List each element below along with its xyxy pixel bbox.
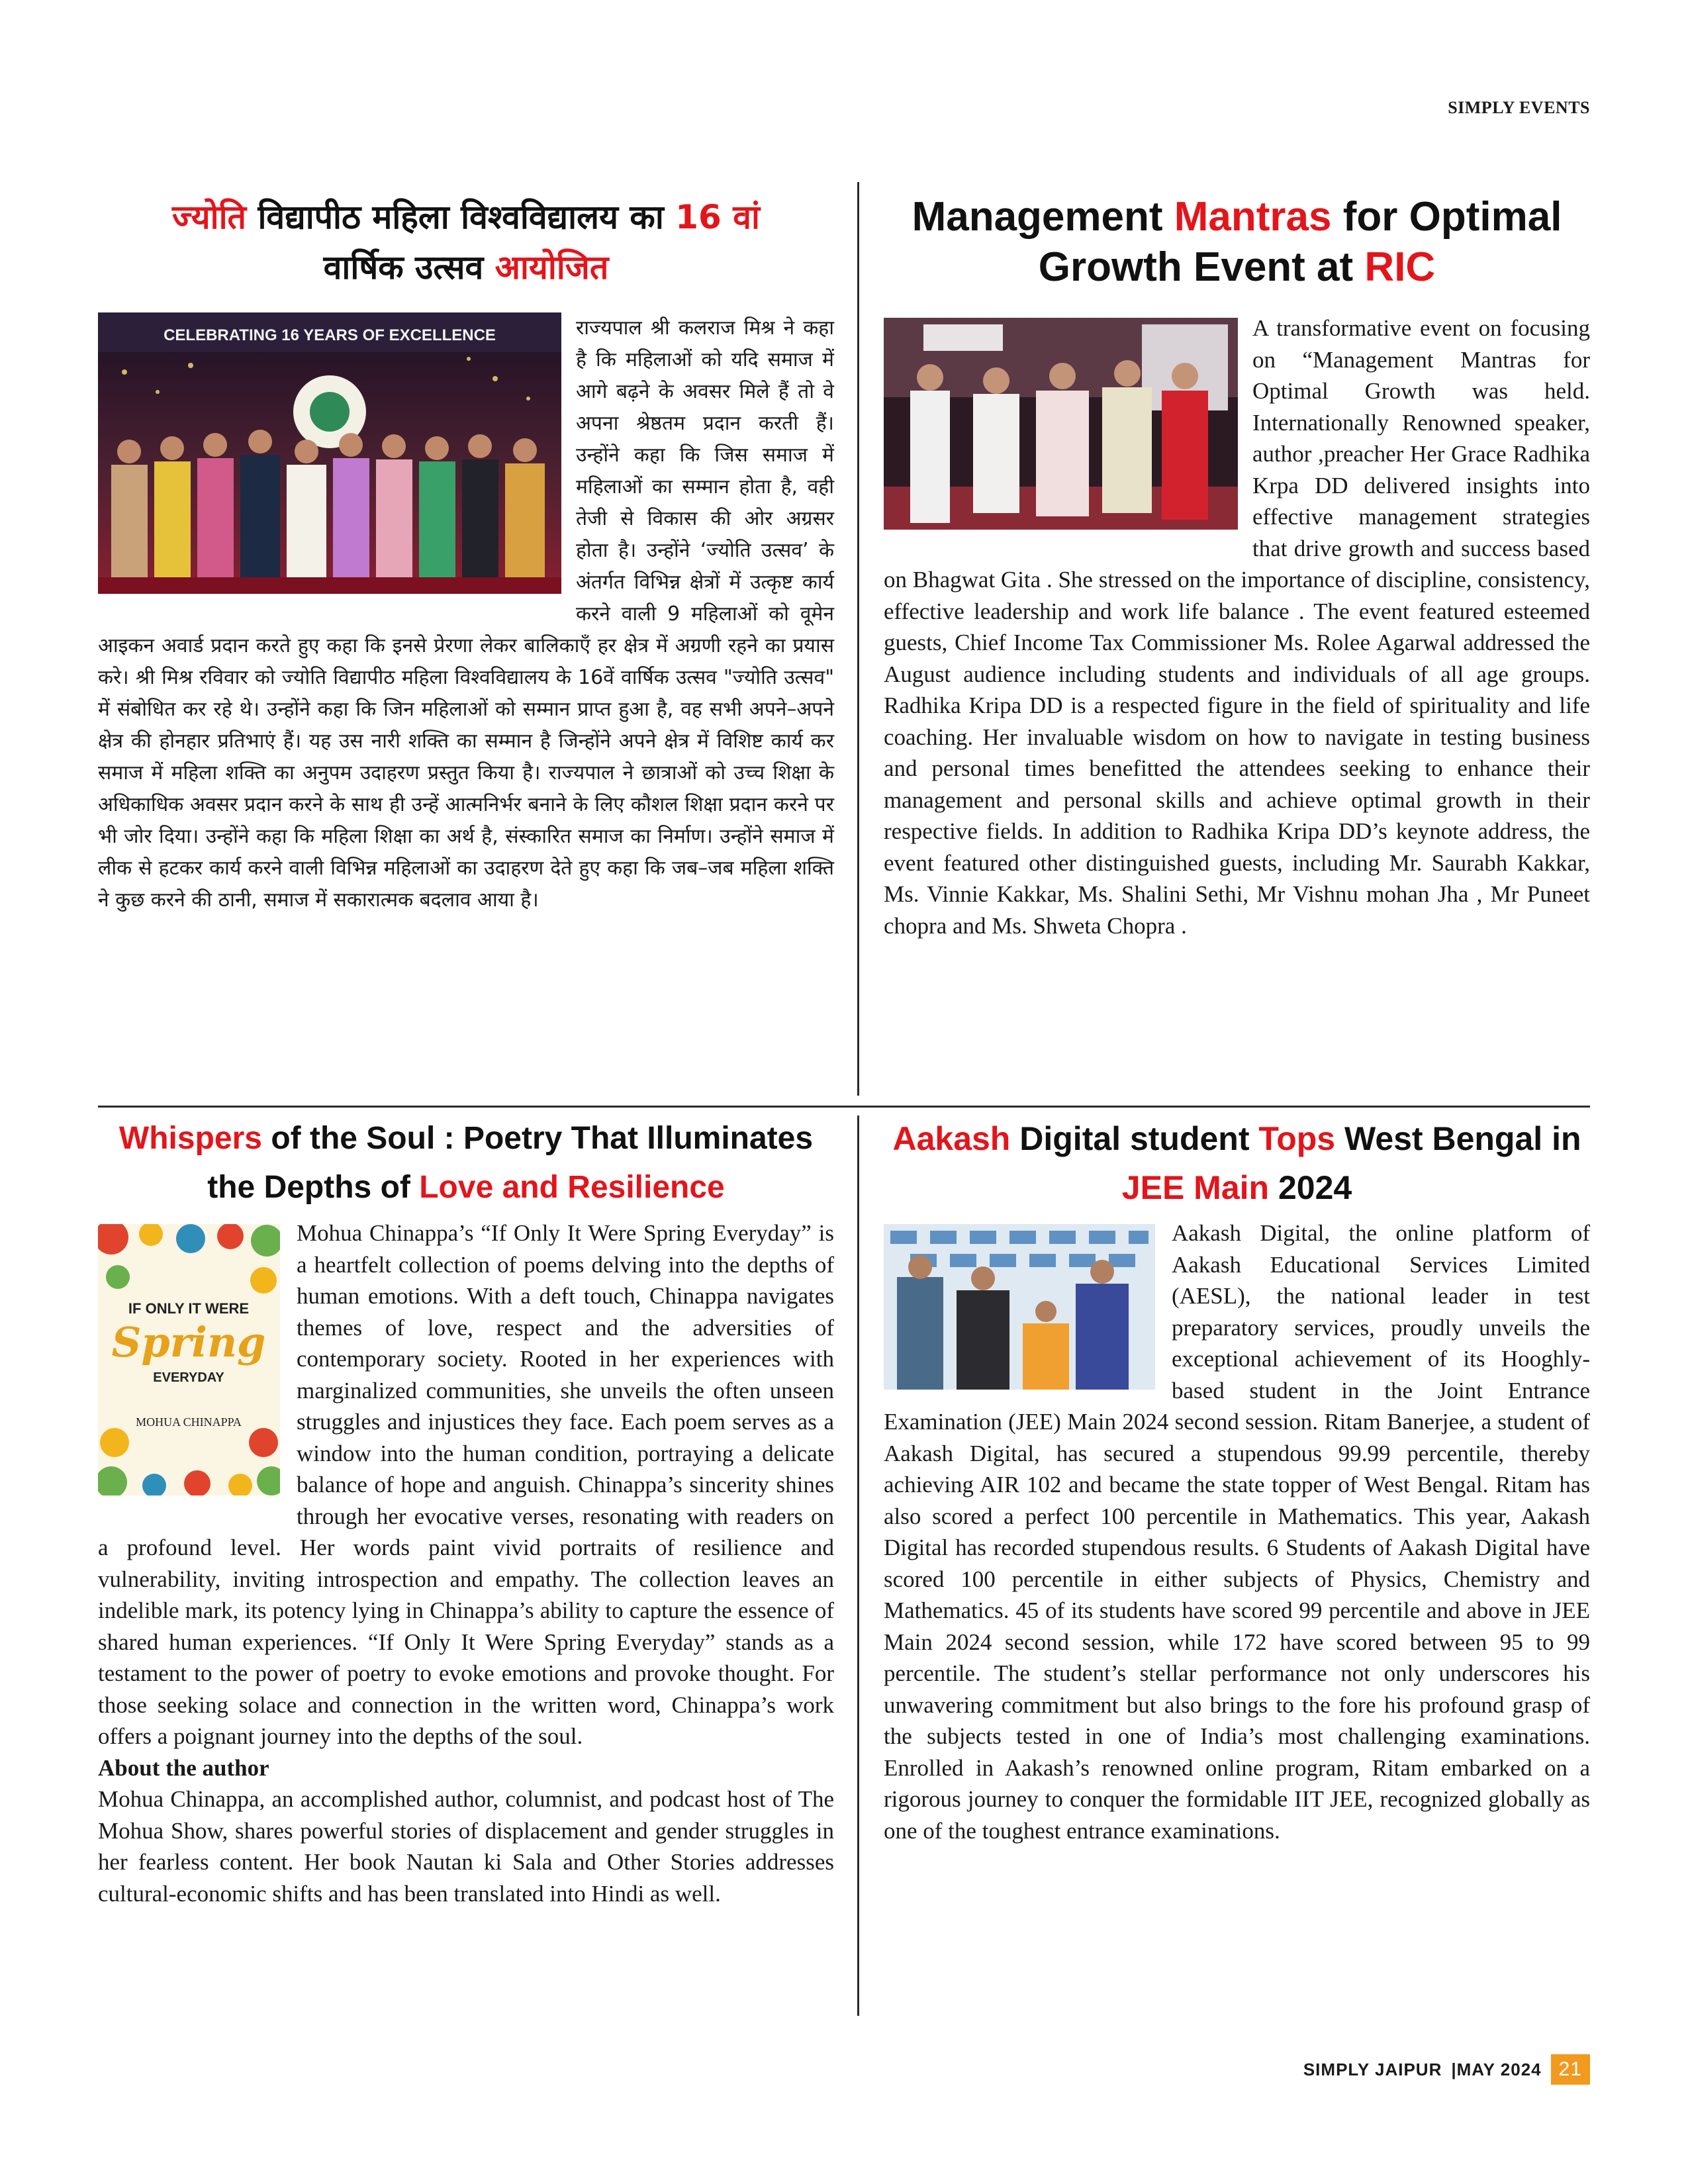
row-divider bbox=[98, 1106, 1590, 1108]
article-poetry bbox=[98, 1114, 834, 1909]
banner-text: CELEBRATING 16 YEARS OF EXCELLENCE bbox=[164, 326, 496, 344]
article-management-body: A transformative event on focusing on “Management Mantras for Optimal Growth was held. Internationally Renowned speaker, author ,preacher Her Grace Radhika Krpa DD delivered insights into effective management strategies that drive growth and success based on Bhagwat Gita . She stressed on the importance of discipline, consistency, effective leadership and work life balance . The event featured esteemed guests, Chief Income Tax Commissioner Ms. Rolee Agarwal addressed the August audience including students and individuals of all age groups. Radhika Kripa DD is a respected figure in the field of spirituality and life coaching. Her invaluable wisdom on how to navigate in testing business and personal times benefitted the attendees seeking to enhance their management and personal skills and achieve optimal growth in their respective fields. In addition to Radhika Kripa DD’s keynote address, the event featured other distinguished guests, including Mr. Saurabh Kakkar, Ms. Vinnie Kakkar, Ms. Shalini Sethi, Mr Vishnu mohan Jha , Mr Puneet chopra and Ms. Shweta Chopra . bbox=[884, 315, 1590, 939]
event-speakers-photo bbox=[884, 318, 1238, 530]
publication-name: SIMPLY JAIPUR bbox=[1303, 2059, 1442, 2079]
page-number: 21 bbox=[1551, 2054, 1590, 2085]
column-divider-bottom bbox=[857, 1116, 859, 2016]
article-management bbox=[884, 192, 1590, 941]
student-felicitation-photo bbox=[884, 1224, 1155, 1390]
book-cover bbox=[98, 1224, 280, 1496]
section-label: SIMPLY EVENTS bbox=[1448, 98, 1590, 117]
article-aakash bbox=[884, 1114, 1590, 1846]
article-hindi bbox=[98, 192, 834, 916]
cover-line2: Spring bbox=[111, 1318, 266, 1366]
article-hindi-headline: ज्योति विद्यापीठ महिला विश्वविद्यालय का 16 वां वार्षिक उत्सव आयोजित bbox=[172, 198, 760, 287]
article-poetry-headline: Whispers of the Soul : Poetry That Illuminates the Depths of Love and Resilience bbox=[118, 1121, 814, 1205]
article-aakash-body: Aakash Digital, the online platform of Aakash Educational Services Limited (AESL), the national leader in test preparatory services, proudly unveils the exceptional achievement of its Hooghly-based student in the Joint Entrance Examination (JEE) Main 2024 second session. Ritam Banerjee, a student of Aakash Digital, has secured a stupendous 99.99 percentile, thereby achieving AIR 102 and became the state topper of West Bengal. Ritam has also scored a perfect 100 percentile in Mathematics. This year, Aakash Digital has recorded stupendous results. 6 Students of Aakash Digital have scored 100 percentile in either subjects of Physics, Chemistry and Mathematics. 45 of its students have scored 99 percentile and above in JEE Main 2024 second session, while 172 have scored between 95 to 99 percentile. The student’s stellar performance not only underscores his unwavering commitment but also brings to the fore his profound grasp of the subjects tested in one of India’s most challenging examinations. Enrolled in Aakash’s renowned online program, Ritam embarked on a rigorous journey to conquer the formidable IIT JEE, recognized globally as one of the toughest entrance examinations. bbox=[884, 1220, 1590, 1844]
cover-line1: IF ONLY IT WERE bbox=[128, 1300, 250, 1317]
award-ceremony-photo bbox=[98, 312, 561, 594]
column-divider-top bbox=[857, 182, 859, 1096]
article-poetry-body: Mohua Chinappa’s “If Only It Were Spring Everyday” is a heartfelt collection of poems delving into the depths of human emotions. With a deft touch, Chinappa navigates themes of love, respect and the adversities of contemporary society. Rooted in her experiences with marginalized communities, she unveils the often unseen struggles and injustices they face. Each poem serves as a window into the human condition, portraying a delicate balance of hope and anguish. Chinappa’s sincerity shines through her evocative verses, resonating with readers on a profound level. Her words paint vivid portraits of resilience and vulnerability, inviting introspection and empathy. The collection leaves an indelible mark, its potency lying in Chinappa’s ability to capture the essence of shared human experiences. “If Only It Were Spring Everyday” stands as a testament to the power of poetry to evoke emotions and provoke thought. For those seeking solace and connection in the written word, Chinappa’s work offers a poignant journey into the depths of the soul. bbox=[98, 1220, 834, 1749]
article-management-headline: Management Mantras for Optimal Growth Event at RIC bbox=[912, 194, 1562, 290]
article-aakash-headline: Aakash Digital student Tops West Bengal in JEE Main 2024 bbox=[892, 1120, 1581, 1206]
issue-date: |MAY 2024 bbox=[1451, 2059, 1542, 2079]
about-author-heading: About the author bbox=[98, 1754, 269, 1781]
about-author-body: Mohua Chinappa, an accomplished author, columnist, and podcast host of The Mohua Show, shares powerful stories of displacement and gender struggles in her fearless content. Her book Nautan ki Sala and Other Stories addresses cultural-economic shifts and has been translated into Hindi as well. bbox=[98, 1786, 834, 1907]
article-hindi-body: राज्यपाल श्री कलराज मिश्र ने कहा है कि महिलाओं को यदि समाज में आगे बढ़ने के अवसर मिले हैं तो वे अपना श्रेष्ठतम प्रदान करती हैं। उन्होंने कहा कि जिस समाज में महिलाओं का सम्मान होता है, वही तेजी से विकास की ओर अग्रसर होता है। उन्होंने ‘ज्योति उत्सव’ के अंतर्गत विभिन्न क्षेत्रों में उत्कृष्ट कार्य करने वाली 9 महिलाओं को वूमेन आइकन अवार्ड प्रदान करते हुए कहा कि इनसे प्रेरणा लेकर बालिकाएँ हर क्षेत्र में अग्रणी रहने का प्रयास करे। श्री मिश्र रविवार को ज्योति विद्यापीठ महिला विश्वविद्यालय के 16वें वार्षिक उत्सव "ज्योति उत्सव" में संबोधित कर रहे थे। उन्होंने कहा कि जिन महिलाओं को सम्मान प्राप्त हुआ है, वह सभी अपने–अपने क्षेत्र की होनहार प्रतिभाएं हैं। यह उस नारी शक्ति का सम्मान है जिन्होंने अपने क्षेत्र में विशिष्ट कार्य कर समाज में महिला शक्ति का अनुपम उदाहरण प्रस्तुत किया है। राज्यपाल ने छात्राओं को उच्च शिक्षा के अधिकाधिक अवसर प्रदान करने के साथ ही उन्हें आत्मनिर्भर बनाने के लिए कौशल शिक्षा प्रदान करने पर भी जोर दिया। उन्होंने कहा कि महिला शिक्षा का अर्थ है, संस्कारित समाज का निर्माण। उन्होंने समाज में लीक से हटकर कार्य करने वाली विभिन्न महिलाओं का उदाहरण देते हुए कहा कि जब–जब महिला शक्ति ने कुछ करने की ठानी, समाज में सकारात्मक बदलाव आया है। bbox=[98, 316, 834, 912]
cover-line3: EVERYDAY bbox=[153, 1370, 224, 1385]
page-footer bbox=[1303, 2054, 1590, 2085]
cover-author: MOHUA CHINAPPA bbox=[136, 1415, 242, 1429]
